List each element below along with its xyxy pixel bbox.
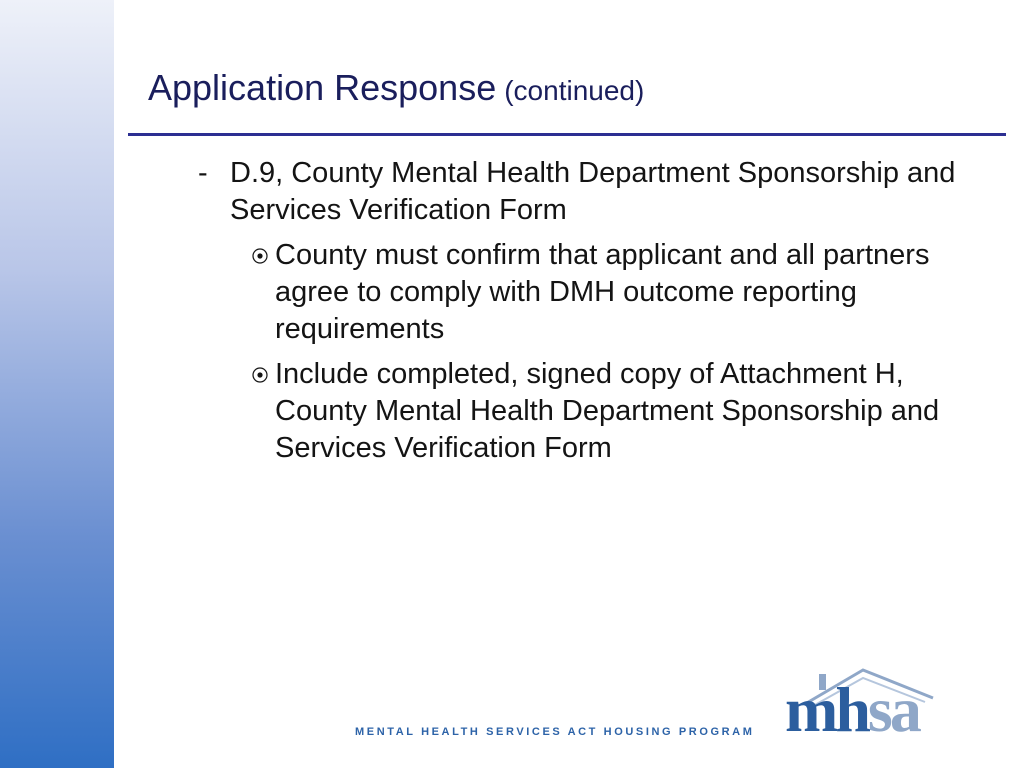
slide-body	[196, 155, 996, 467]
sub-bullet-text: Include completed, signed copy of Attachment H, County Mental Health Department Sponsorship and Services Verification Form	[275, 358, 940, 464]
bullet-level-1	[196, 155, 996, 229]
slide-title-main: Application Response	[148, 67, 497, 108]
mhsa-logo	[785, 674, 919, 745]
decorative-sidebar	[0, 0, 114, 768]
slide-title	[148, 66, 644, 113]
logo-text-dark: mh	[785, 674, 868, 745]
bullet-level-2	[196, 237, 996, 348]
dash-marker: -	[198, 157, 208, 189]
title-divider	[128, 133, 1006, 136]
slide-title-sub: (continued)	[504, 75, 645, 106]
logo-text-light: sa	[867, 674, 919, 745]
circle-dot-bullet-icon	[251, 247, 269, 265]
sub-bullet-text: County must confirm that applicant and all partners agree to comply with DMH outcome reporting requirements	[275, 239, 930, 345]
program-name: MENTAL HEALTH SERVICES ACT HOUSING PROGRAM	[355, 726, 755, 738]
circle-dot-bullet-icon	[251, 366, 269, 384]
bullet-level-2	[196, 356, 996, 467]
bullet-text: D.9, County Mental Health Department Sponsorship and Services Verification Form	[230, 157, 956, 226]
